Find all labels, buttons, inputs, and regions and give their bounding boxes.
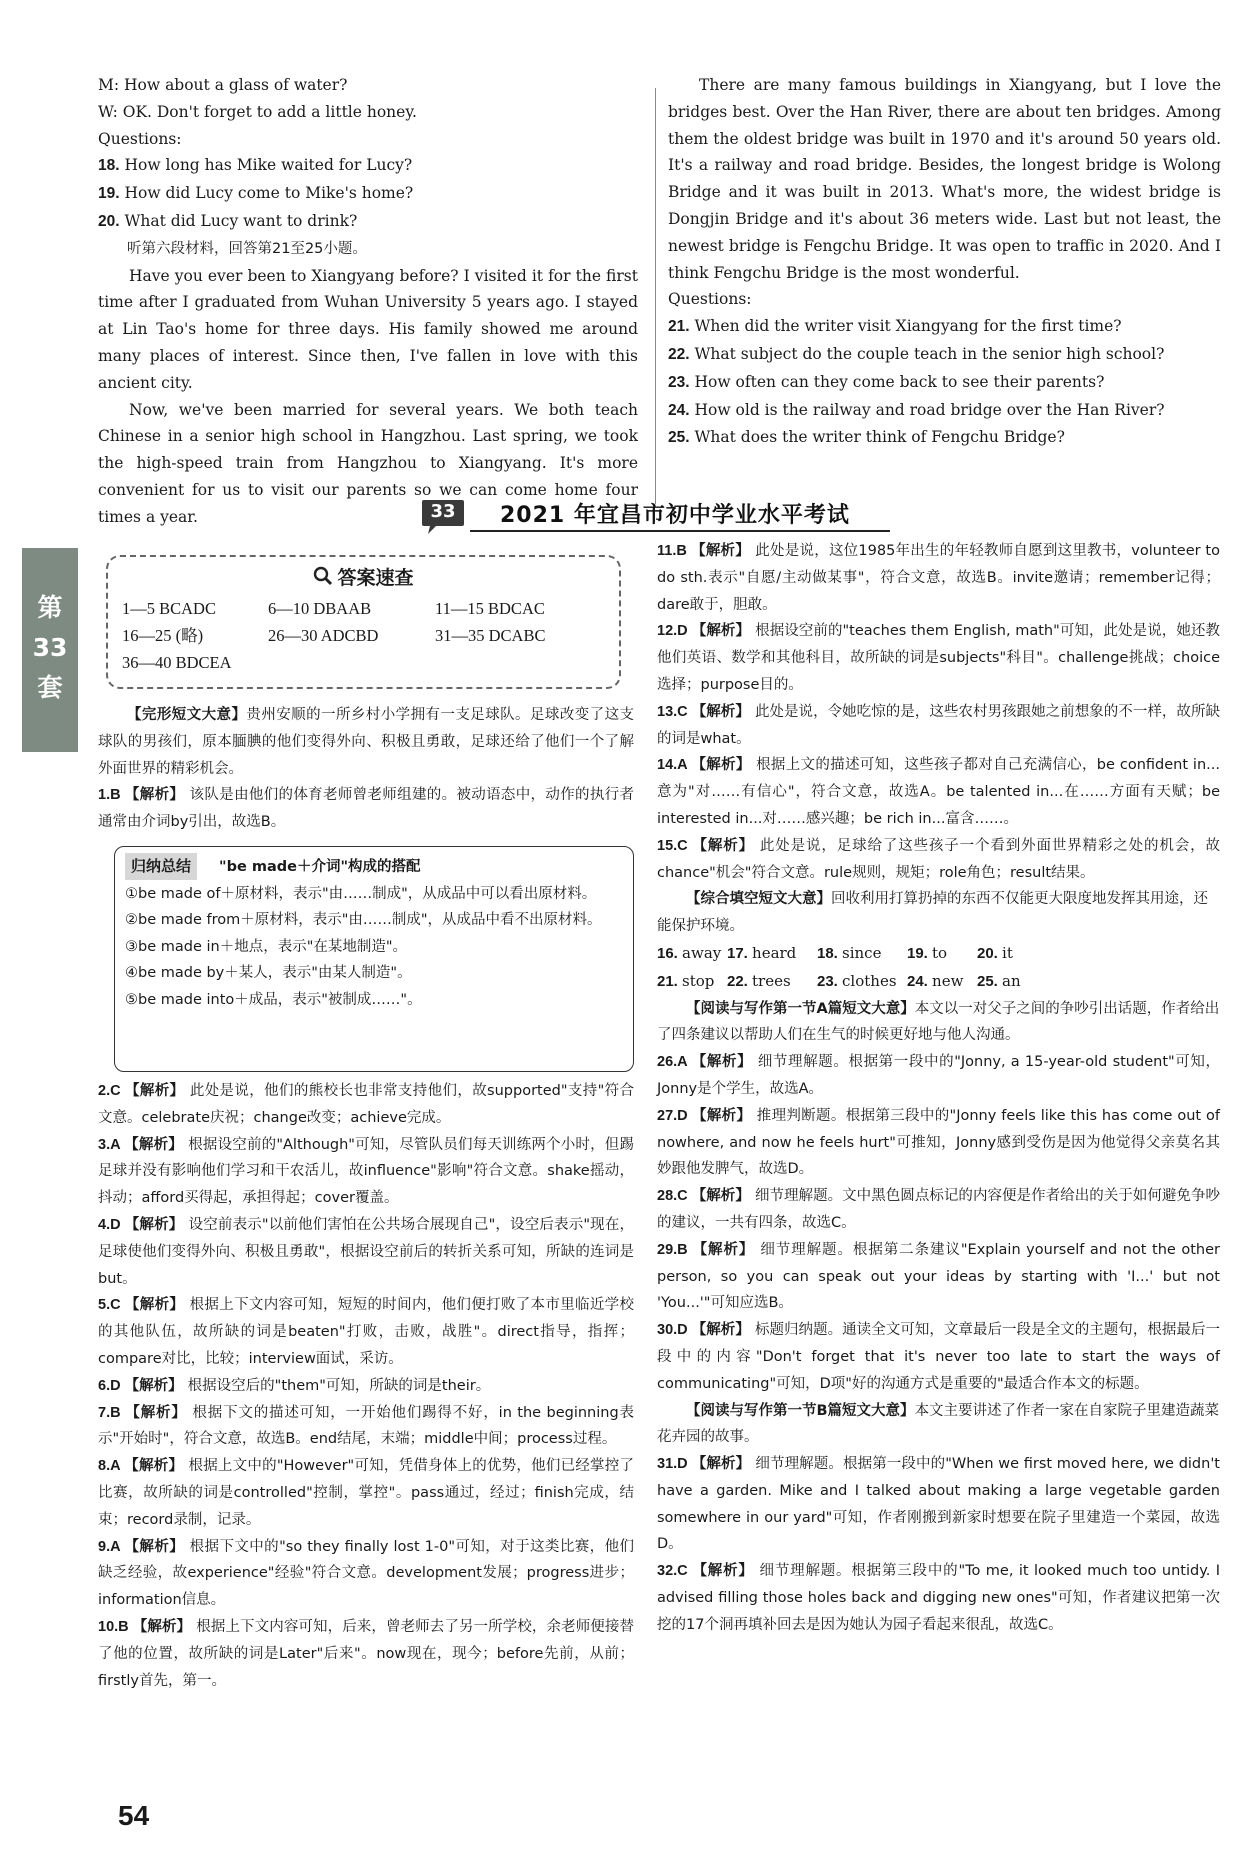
fill-number: 20. bbox=[977, 944, 1003, 962]
answer-explanation: 根据设空前的"teaches them English, math"可知，此处是说，她还教他们英语、数学和其他科目，故所缺的词是subjects"科目"。challenge挑战；choice选择；purpose目的。 bbox=[657, 623, 1220, 693]
answer-key-row bbox=[122, 622, 605, 649]
answer-number: 4. bbox=[98, 1216, 111, 1233]
answer-item bbox=[657, 1049, 1220, 1103]
fill-answer bbox=[727, 940, 817, 968]
side-tab-char-2: 33 bbox=[32, 633, 68, 662]
question-number: 25. bbox=[668, 429, 690, 447]
section6-instruction: 听第六段材料，回答第21至25小题。 bbox=[127, 240, 367, 257]
fill-number: 23. bbox=[817, 972, 843, 990]
reading-b-intro bbox=[657, 1398, 1220, 1452]
answer-letter: A bbox=[110, 1458, 125, 1475]
answer-item bbox=[657, 1183, 1220, 1237]
answer-key-grid bbox=[122, 595, 605, 676]
fill-number: 21. bbox=[657, 972, 683, 990]
analysis-label: 【解析】 bbox=[691, 1456, 756, 1473]
passage-paragraph-1: Have you ever been to Xiangyang before? I visited it for the first time after I graduated from Wuhan University 5 years ago. I stayed at Lin Tao's home for three days. His family showed me around many places of interest. Since then, I've fallen in love with this ancient city. bbox=[98, 266, 638, 392]
answer-letter: B bbox=[677, 1241, 693, 1258]
answer-explanation: 根据设空前的"Although"可知，尽管队员们每天训练两个小时，但踢足球并没有影响他们学习和干农活儿，故influence"影响"符合文意。shake摇动，抖动；afford买得起，承担得起；cover覆盖。 bbox=[98, 1136, 634, 1207]
answer-number: 9. bbox=[98, 1538, 111, 1555]
question-text: How old is the railway and road bridge over the Han River? bbox=[689, 400, 1165, 419]
title-underline bbox=[470, 530, 890, 532]
question-line bbox=[668, 313, 1221, 341]
fill-answer bbox=[817, 940, 907, 968]
question-line bbox=[98, 208, 638, 236]
question-text: How often can they come back to see their parents? bbox=[689, 372, 1105, 391]
analysis-label: 【解析】 bbox=[124, 1538, 190, 1555]
question-text: What did Lucy want to drink? bbox=[119, 211, 358, 230]
listening-left-column bbox=[98, 72, 638, 531]
answer-item bbox=[657, 1451, 1220, 1558]
answer-number: 10. bbox=[98, 1618, 119, 1635]
summary-title: 归纳总结 bbox=[125, 853, 197, 880]
fill-answers bbox=[657, 940, 1220, 996]
question-number: 22. bbox=[668, 345, 690, 363]
answer-item bbox=[657, 752, 1220, 832]
answers-right-column bbox=[657, 538, 1220, 1639]
answer-number: 6. bbox=[98, 1377, 111, 1394]
answer-number: 7. bbox=[98, 1404, 111, 1421]
fill-intro-tag: 【综合填空短文大意】 bbox=[686, 891, 831, 908]
question-number: 20. bbox=[98, 212, 120, 230]
answer-item bbox=[657, 699, 1220, 753]
answer-items-26-30 bbox=[657, 1049, 1220, 1397]
answer-letter: A bbox=[110, 1538, 125, 1555]
fill-answer bbox=[657, 940, 727, 968]
fill-number: 19. bbox=[907, 944, 933, 962]
answer-letter: A bbox=[677, 757, 692, 774]
answer-key-cell: 36—40 BDCEA bbox=[122, 653, 232, 672]
answer-number: 13. bbox=[657, 703, 678, 720]
answer-item bbox=[98, 1400, 634, 1454]
analysis-label: 【解析】 bbox=[124, 1297, 190, 1314]
answer-explanation: 根据上文中的"However"可知，凭借身体上的优势，他们已经掌控了比赛，故所缺的词是controlled"控制，掌控"。pass通过，经过；finish完成，结束；record录制，记录。 bbox=[98, 1458, 634, 1528]
listening-lines bbox=[98, 72, 638, 236]
analysis-label: 【解析】 bbox=[124, 1083, 190, 1099]
summary-line: ④be made by＋某人，表示"由某人制造"。 bbox=[125, 965, 412, 981]
analysis-label: 【解析】 bbox=[132, 1618, 197, 1635]
answer-explanation: 该队是由他们的体育老师曾老师组建的。被动语态中，动作的执行者通常由介词by引出，故选B。 bbox=[98, 787, 634, 831]
answer-letter: B bbox=[118, 1618, 133, 1635]
analysis-label: 【解析】 bbox=[124, 1136, 189, 1153]
question-line bbox=[98, 126, 638, 153]
reading-b-tag: 【阅读与写作第一节B篇短文大意】 bbox=[686, 1402, 915, 1419]
answer-explanation: 根据上下文内容可知，后来，曾老师去了另一所学校，余老师便接替了他的位置，故所缺的词是Later"后来"。now现在，现今；before先前，从前；firstly首先，第一。 bbox=[98, 1618, 634, 1689]
answer-number: 8. bbox=[98, 1458, 111, 1475]
fill-word: an bbox=[1002, 971, 1021, 990]
answer-key-cell: 1—5 BCADC bbox=[122, 599, 216, 618]
answer-letter: C bbox=[677, 1563, 693, 1580]
page-number: 54 bbox=[118, 1800, 150, 1831]
questions-label: Questions: bbox=[668, 290, 752, 309]
answer-item bbox=[657, 618, 1220, 698]
question-number: 23. bbox=[668, 373, 690, 391]
answer-item bbox=[98, 1453, 634, 1533]
analysis-label: 【解析】 bbox=[691, 623, 756, 640]
fill-answer-row bbox=[657, 940, 1220, 968]
questions-list bbox=[668, 313, 1221, 452]
answer-item bbox=[98, 1373, 634, 1400]
analysis-label: 【解析】 bbox=[124, 1377, 188, 1394]
question-text: W: OK. Don't forget to add a little honey. bbox=[98, 102, 417, 121]
fill-word: to bbox=[932, 943, 948, 962]
answer-letter: A bbox=[110, 1136, 125, 1153]
answer-number: 29. bbox=[657, 1241, 678, 1258]
answer-item bbox=[98, 1078, 634, 1132]
analysis-label: 【解析】 bbox=[124, 1458, 189, 1475]
answer-item bbox=[657, 538, 1220, 618]
question-line bbox=[98, 72, 638, 99]
answer-key-row bbox=[122, 649, 605, 676]
answer-key-cell: 11—15 BDCAC bbox=[435, 599, 545, 618]
answer-explanation: 细节理解题。根据第三段中的"To me, it looked much too untidy. I advised filling those holes back and digging new ones"可知，作者建议把第一次挖的17个洞再填补回去是因为她认为园子看起来很乱，故选C。 bbox=[657, 1563, 1221, 1633]
question-line bbox=[668, 424, 1221, 452]
answer-letter: D bbox=[677, 623, 692, 640]
answer-letter: C bbox=[110, 1083, 125, 1099]
question-line bbox=[98, 152, 638, 180]
answer-items-31-32 bbox=[657, 1451, 1220, 1639]
answer-key-box bbox=[106, 555, 621, 689]
question-text: How long has Mike waited for Lucy? bbox=[119, 156, 413, 175]
question-number: 21. bbox=[668, 318, 690, 336]
question-text: What subject do the couple teach in the senior high school? bbox=[689, 344, 1165, 363]
fill-number: 24. bbox=[907, 972, 933, 990]
fill-word: trees bbox=[752, 971, 791, 990]
question-number: 19. bbox=[98, 185, 120, 203]
analysis-label: 【解析】 bbox=[691, 1188, 755, 1205]
answer-explanation: 细节理解题。根据第一段中的"When we first moved here, we didn't have a garden. Mike and I talked about making a large vegetable garden somewhere in our yard"可知，作者刚搬到新家时想要在院子里建造一个菜园，故选D。 bbox=[657, 1456, 1220, 1553]
answer-explanation: 设空前表示"以前他们害怕在公共场合展现自己"，设空后表示"现在，足球使他们变得外向、积极且勇敢"，根据设空前后的转折关系可知，所缺的连词是but。 bbox=[98, 1216, 634, 1287]
answer-letter: B bbox=[110, 1404, 126, 1421]
summary-line: ⑤be made into＋成品，表示"被制成……"。 bbox=[125, 991, 422, 1008]
question-line bbox=[668, 369, 1221, 397]
answer-items-2-10 bbox=[98, 1078, 634, 1694]
fill-number: 17. bbox=[727, 944, 753, 962]
fill-answer bbox=[907, 968, 977, 996]
answer-letter: D bbox=[110, 1377, 125, 1394]
fill-number: 22. bbox=[727, 972, 753, 990]
answer-key-cell: 31—35 DCABC bbox=[435, 626, 546, 645]
analysis-label: 【解析】 bbox=[692, 1241, 761, 1258]
answer-number: 2. bbox=[98, 1083, 111, 1099]
answer-number: 27. bbox=[657, 1107, 678, 1124]
summary-line: ②be made from＋原材料，表示"由……制成"，从成品中看不出原材料。 bbox=[125, 912, 602, 928]
fill-answer bbox=[907, 940, 977, 968]
question-text: What does the writer think of Fengchu Bridge? bbox=[689, 428, 1065, 447]
answer-explanation: 此处是说，足球给了这些孩子一个看到外面世界精彩之处的机会，故chance"机会"符合文意。rule规则，规矩；role角色；result结果。 bbox=[657, 837, 1220, 881]
fill-number: 16. bbox=[657, 944, 683, 962]
answer-number: 12. bbox=[657, 623, 678, 640]
exam-title: 2021 年宜昌市初中学业水平考试 bbox=[500, 503, 850, 528]
answer-item bbox=[98, 1132, 634, 1212]
fill-answer bbox=[977, 968, 1047, 996]
fill-answer-row bbox=[657, 968, 1220, 996]
passage-paragraph-2: Now, we've been married for several years. We both teach Chinese in a senior high school in Hangzhou. Last spring, we took the high-speed train from Hangzhou to Xiangyang. It's more convenient for us to visit our parents so we can come home four times a year. bbox=[98, 400, 638, 526]
answer-explanation: 根据上下文内容可知，短短的时间内，他们便打败了本市里临近学校的其他队伍，故所缺的词是beaten"打败，击败，战胜"。direct指导，指挥；compare对比，比较；interview面试，采访。 bbox=[98, 1297, 634, 1367]
answer-number: 3. bbox=[98, 1136, 111, 1153]
answer-letter: B bbox=[110, 787, 125, 804]
cloze-intro bbox=[98, 702, 634, 782]
analysis-label: 【解析】 bbox=[124, 787, 190, 804]
answer-number: 32. bbox=[657, 1563, 678, 1580]
question-line bbox=[668, 341, 1221, 369]
reading-a-intro bbox=[657, 996, 1220, 1050]
answer-letter: C bbox=[110, 1297, 125, 1314]
side-tab-char-3: 套 bbox=[37, 673, 63, 702]
summary-lines bbox=[125, 881, 623, 1014]
answer-item bbox=[657, 1103, 1220, 1183]
analysis-label: 【解析】 bbox=[691, 757, 757, 774]
fill-word: away bbox=[682, 943, 722, 962]
summary-heading: "be made＋介词"构成的搭配 bbox=[219, 859, 421, 875]
column-divider bbox=[655, 88, 656, 504]
answer-letter: C bbox=[677, 703, 692, 720]
cloze-intro-tag: 【完形短文大意】 bbox=[127, 707, 247, 723]
question-line bbox=[668, 397, 1221, 425]
answer-letter: D bbox=[677, 1322, 692, 1339]
listening-right-column bbox=[668, 72, 1221, 452]
fill-answer bbox=[727, 968, 817, 996]
answer-number: 28. bbox=[657, 1188, 678, 1205]
passage-paragraph-3: There are many famous buildings in Xiangyang, but I love the bridges best. Over the Han River, there are about ten bridges. Among them the oldest bridge was built in 1970 and it's around 50 years old. It's a railway and road bridge. Besides, the longest bridge is Wolong Bridge and it was built in 2013. What's more, the widest bridge is Dongjin Bridge and it's about 36 meters wide. Last but not least, the newest bridge is Fengchu Bridge. It was open to traffic in 2020. And I think Fengchu Bridge is the most wonderful. bbox=[668, 76, 1221, 282]
answer-explanation: 根据设空后的"them"可知，所缺的词是their。 bbox=[187, 1377, 491, 1394]
answer-letter: D bbox=[677, 1107, 693, 1124]
answer-items-1 bbox=[98, 782, 634, 836]
answer-explanation: 细节理解题。文中黑色圆点标记的内容便是作者给出的关于如何避免争吵的建议，一共有四条，故选C。 bbox=[657, 1188, 1220, 1231]
question-number: 24. bbox=[668, 401, 690, 419]
analysis-label: 【解析】 bbox=[124, 1216, 189, 1233]
answer-letter: D bbox=[110, 1216, 125, 1233]
answer-number: 15. bbox=[657, 837, 678, 854]
set-side-tab bbox=[22, 548, 78, 752]
answer-number: 1. bbox=[98, 787, 111, 804]
answer-item bbox=[98, 1212, 634, 1292]
answer-item bbox=[98, 1292, 634, 1372]
answer-item bbox=[657, 1558, 1220, 1638]
analysis-label: 【解析】 bbox=[692, 837, 760, 854]
reading-a-tag: 【阅读与写作第一节A篇短文大意】 bbox=[686, 1000, 915, 1017]
answer-key-cell: 6—10 DBAAB bbox=[268, 599, 372, 618]
side-tab-char-1: 第 bbox=[37, 593, 63, 622]
fill-word: clothes bbox=[842, 971, 897, 990]
summary-line: ③be made in＋地点，表示"在某地制造"。 bbox=[125, 938, 408, 955]
question-line bbox=[98, 180, 638, 208]
answer-items-11-15 bbox=[657, 538, 1220, 886]
answer-letter: A bbox=[677, 1054, 692, 1071]
fill-number: 25. bbox=[977, 972, 1003, 990]
exam-number: 33 bbox=[430, 501, 456, 522]
fill-word: since bbox=[842, 943, 882, 962]
fill-intro bbox=[657, 886, 1220, 940]
magnifier-icon bbox=[313, 566, 333, 591]
answer-number: 11. bbox=[657, 543, 677, 559]
answer-letter: B bbox=[676, 543, 692, 559]
question-text: Questions: bbox=[98, 129, 182, 148]
answer-number: 26. bbox=[657, 1054, 678, 1071]
answer-explanation: 根据下文中的"so they finally lost 1-0"可知，对于这类比赛，他们缺乏经验，故experience"经验"符合文意。development发展；progress进步；information信息。 bbox=[98, 1538, 634, 1609]
answers-left-column-bottom bbox=[98, 1078, 634, 1694]
answer-explanation: 此处是说，他们的熊校长也非常支持他们，故supported"支持"符合文意。celebrate庆祝；change改变；achieve完成。 bbox=[98, 1083, 634, 1126]
answer-explanation: 根据下文的描述可知，一开始他们踢得不好，in the beginning表示"开始时"，符合文意，故选B。end结尾，末端；middle中间；process过程。 bbox=[98, 1404, 634, 1448]
answer-key-cell bbox=[435, 649, 605, 676]
answer-explanation: 根据上文的描述可知，这些孩子都对自己充满信心，be confident in...意为"对……有信心"，符合文意，故选A。be talented in...在……方面有天赋；be interested in...对……感兴趣；be rich in...富含……。 bbox=[657, 757, 1220, 827]
answer-number: 30. bbox=[657, 1322, 678, 1339]
question-text: When did the writer visit Xiangyang for the first time? bbox=[689, 317, 1122, 336]
answer-letter: C bbox=[677, 1188, 692, 1205]
question-number: 18. bbox=[98, 157, 120, 175]
fill-intro-text: 回收利用打算扔掉的东西不仅能更大限度地发挥其用途，还能保护环境。 bbox=[657, 891, 1208, 935]
fill-word: heard bbox=[752, 943, 797, 962]
answer-item bbox=[98, 782, 634, 836]
answer-letter: C bbox=[677, 837, 693, 854]
answer-explanation: 细节理解题。根据第二条建议"Explain yourself and not the other person, so you can speak out your ideas by starting with 'I...' but not 'You...'"可知应选B。 bbox=[657, 1241, 1220, 1312]
fill-answer bbox=[977, 940, 1047, 968]
answer-key-title: 答案速查 bbox=[337, 567, 414, 589]
analysis-label: 【解析】 bbox=[691, 703, 755, 720]
answer-explanation: 标题归纳题。通读全文可知，文章最后一段是全文的主题句，根据最后一段中的内容"Don't forget that it's never too late to start the ways of communicating"可知，D项"好的沟通方式是重要的"最适合作本文的标题。 bbox=[657, 1322, 1220, 1392]
summary-box bbox=[114, 846, 634, 1072]
answer-number: 14. bbox=[657, 757, 678, 774]
cloze-intro-text: 贵州安顺的一所乡村小学拥有一支足球队。足球改变了这支球队的男孩们，原本腼腆的他们变得外向、积极且勇敢，足球还给了他们一个了解外面世界的精彩机会。 bbox=[98, 707, 635, 777]
reading-b-text: 本文主要讲述了作者一家在自家院子里建造蔬菜花卉园的故事。 bbox=[657, 1402, 1220, 1446]
answer-number: 31. bbox=[657, 1456, 678, 1473]
analysis-label: 【解析】 bbox=[691, 1322, 755, 1339]
question-text: How did Lucy come to Mike's home? bbox=[119, 184, 414, 203]
analysis-label: 【解析】 bbox=[691, 543, 756, 559]
analysis-label: 【解析】 bbox=[125, 1404, 193, 1421]
answer-item bbox=[657, 1237, 1220, 1317]
answers-left-column-top bbox=[98, 702, 634, 836]
exam-title-bar bbox=[420, 496, 870, 532]
answer-key-cell: 16—25 (略) bbox=[122, 626, 204, 645]
fill-word: stop bbox=[682, 971, 715, 990]
question-line bbox=[98, 99, 638, 126]
analysis-label: 【解析】 bbox=[692, 1107, 757, 1124]
fill-answer bbox=[817, 968, 907, 996]
answer-key-heading bbox=[108, 563, 619, 591]
fill-answer bbox=[657, 968, 727, 996]
answer-number: 5. bbox=[98, 1297, 111, 1314]
answer-explanation: 此处是说，这位1985年出生的年轻教师自愿到这里教书，volunteer to do sth.表示"自愿/主动做某事"，符合文意，故选B。invite邀请；remember记得；dare敢于，胆敢。 bbox=[657, 543, 1220, 613]
summary-line: ①be made of＋原材料，表示"由……制成"，从成品中可以看出原材料。 bbox=[125, 885, 597, 902]
answer-item bbox=[98, 1614, 634, 1694]
fill-number: 18. bbox=[817, 944, 843, 962]
answer-key-cell bbox=[268, 649, 435, 676]
answer-letter: D bbox=[677, 1456, 692, 1473]
answer-key-row bbox=[122, 595, 605, 622]
question-text: M: How about a glass of water? bbox=[98, 76, 348, 94]
analysis-label: 【解析】 bbox=[691, 1054, 758, 1071]
reading-a-text: 本文以一对父子之间的争吵引出话题，作者给出了四条建议以帮助人们在生气的时候更好地与他人沟通。 bbox=[657, 1000, 1220, 1044]
answer-explanation: 细节理解题。根据第一段中的"Jonny, a 15-year-old student"可知，Jonny是个学生，故选A。 bbox=[657, 1054, 1220, 1097]
analysis-label: 【解析】 bbox=[692, 1563, 760, 1580]
answer-key-cell: 26—30 ADCBD bbox=[268, 626, 379, 645]
answer-explanation: 推理判断题。根据第三段中的"Jonny feels like this has come out of nowhere, and now he feels hurt"可推知，Jonny感到受伤是因为他觉得父亲莫名其妙跟他发脾气，故选D。 bbox=[657, 1107, 1220, 1178]
fill-word: it bbox=[1002, 943, 1013, 962]
answer-explanation: 此处是说，令她吃惊的是，这些农村男孩跟她之前想象的不一样，故所缺的词是what。 bbox=[657, 703, 1220, 747]
answer-item bbox=[98, 1534, 634, 1614]
answer-item bbox=[657, 833, 1220, 887]
answer-item bbox=[657, 1317, 1220, 1397]
fill-word: new bbox=[932, 971, 964, 990]
